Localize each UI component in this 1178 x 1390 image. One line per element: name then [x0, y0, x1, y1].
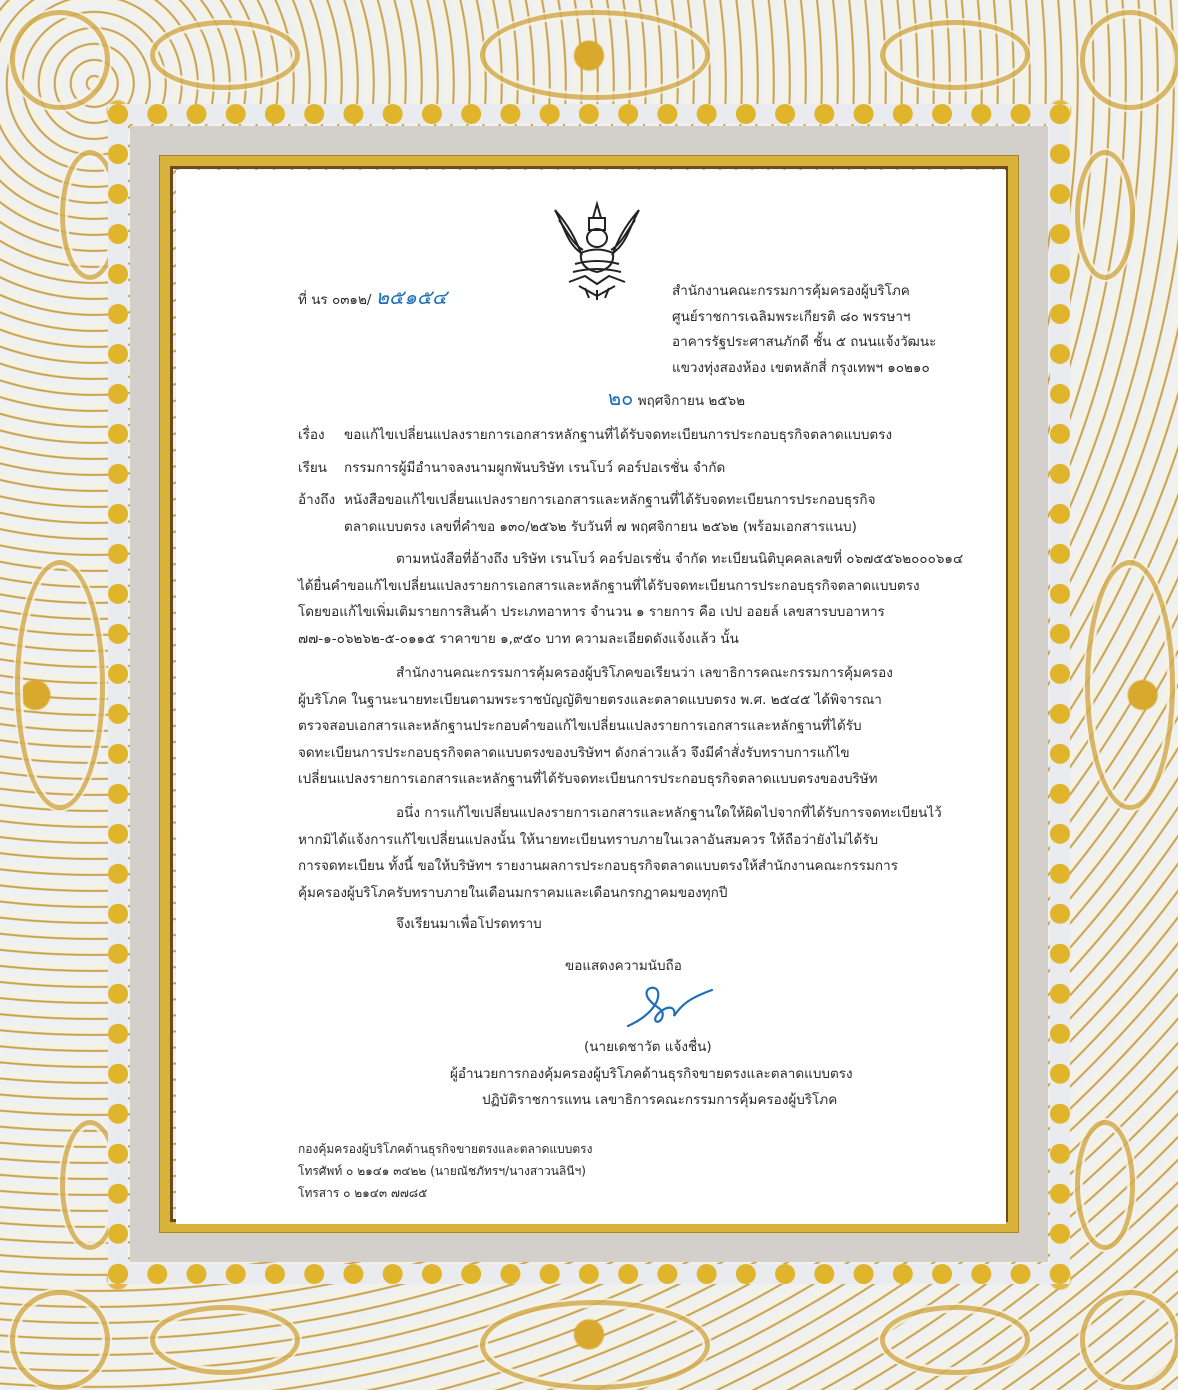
- reference-row: [298, 487, 920, 514]
- address-line: อาคารรัฐประศาสนภักดี ชั้น ๕ ถนนแจ้งวัฒนะ: [672, 334, 937, 350]
- reference-number: [298, 287, 447, 308]
- frame-ornament: [150, 1305, 300, 1375]
- frame-ornament: [1080, 10, 1178, 110]
- frame-ornament: [1080, 1290, 1178, 1390]
- complimentary-close: ขอแสดงความนับถือ: [565, 958, 682, 974]
- paragraph-line: ๗๗-๑-๐๖๒๖๒-๕-๐๑๑๕ ราคาขาย ๑,๙๕๐ บาท ความละเอียดดังแจ้งแล้ว นั้น: [298, 630, 739, 647]
- subject-label: เรื่อง: [298, 427, 325, 443]
- frame-ornament: [880, 1305, 1030, 1375]
- garuda-emblem-icon: [545, 198, 649, 302]
- reference-line: หนังสือขอแก้ไขเปลี่ยนแปลงรายการเอกสารและหลักฐานที่ได้รับจดทะเบียนการประกอบธุรกิจ: [344, 492, 876, 508]
- footer-department: กองคุ้มครองผู้บริโภคด้านธุรกิจขายตรงและตลาดแบบตรง: [298, 1142, 593, 1156]
- paragraph-3: [298, 800, 942, 906]
- frame-ornament: [480, 1300, 710, 1390]
- frame-ornament: [1085, 560, 1175, 810]
- signer-name: (นายเดชาวัต แจ้งชื่น): [584, 1039, 712, 1055]
- paragraph-line: จดทะเบียนการประกอบธุรกิจตลาดแบบตรงของบริษัทฯ ดังกล่าวแล้ว จึงมีคำสั่งรับทราบการแก้ไข: [298, 744, 850, 761]
- to-label: เรียน: [298, 459, 328, 476]
- address-line: แขวงทุ่งสองห้อง เขตหลักสี่ กรุงเทพฯ ๑๐๒๑๐: [672, 359, 930, 376]
- subject-row: [298, 422, 920, 449]
- to-text: กรรมการผู้มีอำนาจลงนามผูกพันบริษัท เรนโบว์ คอร์ปอเรชั่น จำกัด: [344, 459, 726, 476]
- frame-ornament: [10, 10, 110, 110]
- paragraph-line: ผู้บริโภค ในฐานะนายทะเบียนตามพระราชบัญญัติขายตรงและตลาดแบบตรง พ.ศ. ๒๕๔๕ ได้พิจารณา: [298, 691, 882, 708]
- paragraph-line: เปลี่ยนแปลงรายการเอกสารและหลักฐานที่ได้รับจดทะเบียนการประกอบธุรกิจตลาดแบบตรงของบริษัท: [298, 771, 878, 787]
- paragraph-2: [298, 660, 920, 793]
- to-row: [298, 455, 920, 482]
- date-day-handwritten: ๒๐: [608, 386, 634, 410]
- letter-footer: [298, 1138, 592, 1204]
- signer-title-2: ปฏิบัติราชการแทน เลขาธิการคณะกรรมการคุ้มครองผู้บริโภค: [482, 1092, 838, 1108]
- frame-ornament: [10, 1290, 110, 1390]
- letter-header-fields: [298, 422, 920, 540]
- paragraph-line: โดยขอแก้ไขเพิ่มเติมรายการสินค้า ประเภทอาหาร จำนวน ๑ รายการ คือ เปป ออยล์ เลขสารบบอาหาร: [298, 604, 885, 620]
- reference-number-handwritten: ๒๕๑๕๔: [375, 285, 448, 309]
- frame-ornament: [880, 20, 1030, 90]
- paragraph-line: หากมิได้แจ้งการแก้ไขเปลี่ยนแปลงนั้น ให้นายทะเบียนทราบภายในเวลาอันสมควร ให้ถือว่ายังไม่ได้รับ: [298, 831, 879, 848]
- paragraph-line: สำนักงานคณะกรรมการคุ้มครองผู้บริโภคขอเรียนว่า เลขาธิการคณะกรรมการคุ้มครอง: [396, 665, 893, 681]
- reference-prefix: ที่ นร ๐๓๑๒/: [298, 292, 372, 308]
- reference-line: ตลาดแบบตรง เลขที่คำขอ ๑๓๐/๒๕๖๒ รับวันที่ ๗ พฤศจิกายน ๒๕๖๒ (พร้อมเอกสารแนบ): [344, 518, 857, 535]
- footer-fax: โทรสาร ๐ ๒๑๔๓ ๗๗๘๕: [298, 1186, 428, 1200]
- date-month-year: พฤศจิกายน ๒๕๖๒: [637, 393, 746, 409]
- address-line: ศูนย์ราชการเฉลิมพระเกียรติ ๘๐ พรรษาฯ: [672, 308, 911, 325]
- paragraph-line: อนึ่ง การแก้ไขเปลี่ยนแปลงรายการเอกสารและหลักฐานใดให้ผิดไปจากที่ได้รับการจดทะเบียนไว้: [396, 805, 942, 821]
- frame-ornament: [480, 10, 710, 100]
- paragraph-line: การจดทะเบียน ทั้งนี้ ขอให้บริษัทฯ รายงานผลการประกอบธุรกิจตลาดแบบตรงให้สำนักงานคณะกรรมการ: [298, 858, 898, 874]
- frame-ornament: [15, 560, 105, 810]
- signature-icon: [620, 982, 720, 1032]
- paragraph-line: ตรวจสอบเอกสารและหลักฐานประกอบคำขอแก้ไขเปลี่ยนแปลงรายการเอกสารและหลักฐานที่ได้รับ: [298, 718, 862, 734]
- letter-date: [608, 388, 745, 409]
- footer-phone: โทรศัพท์ ๐ ๒๑๔๑ ๓๔๒๒ (นายณัชภัทรฯ/นางสาวนลินีฯ): [298, 1164, 586, 1178]
- reference-row-cont: [298, 514, 920, 541]
- frame-ornament: [150, 20, 300, 90]
- office-address: [672, 279, 936, 381]
- paragraph-line: ตามหนังสือที่อ้างถึง บริษัท เรนโบว์ คอร์ปอเรชั่น จำกัด ทะเบียนนิติบุคคลเลขที่ ๐๖๗๕๕๖๒๐๐๐๖๑๔: [396, 551, 964, 567]
- paragraph-line: คุ้มครองผู้บริโภครับทราบภายในเดือนมกราคมและเดือนกรกฎาคมของทุกปี: [298, 884, 728, 901]
- address-line: สำนักงานคณะกรรมการคุ้มครองผู้บริโภค: [672, 283, 910, 299]
- subject-text: ขอแก้ไขเปลี่ยนแปลงรายการเอกสารหลักฐานที่ได้รับจดทะเบียนการประกอบธุรกิจตลาดแบบตรง: [344, 427, 893, 443]
- paragraph-line: ได้ยื่นคำขอแก้ไขเปลี่ยนแปลงรายการเอกสารและหลักฐานที่ได้รับจดทะเบียนการประกอบธุรกิจตลาดแบบตรง: [298, 577, 920, 594]
- reference-label: อ้างถึง: [298, 492, 336, 508]
- signer-title-1: ผู้อำนวยการกองคุ้มครองผู้บริโภคด้านธุรกิจขายตรงและตลาดแบบตรง: [450, 1066, 853, 1082]
- paragraph-1: [298, 546, 964, 652]
- frame-ornament: [1075, 150, 1135, 280]
- frame-ornament: [1075, 1120, 1135, 1250]
- closing-request: จึงเรียนมาเพื่อโปรดทราบ: [396, 916, 542, 932]
